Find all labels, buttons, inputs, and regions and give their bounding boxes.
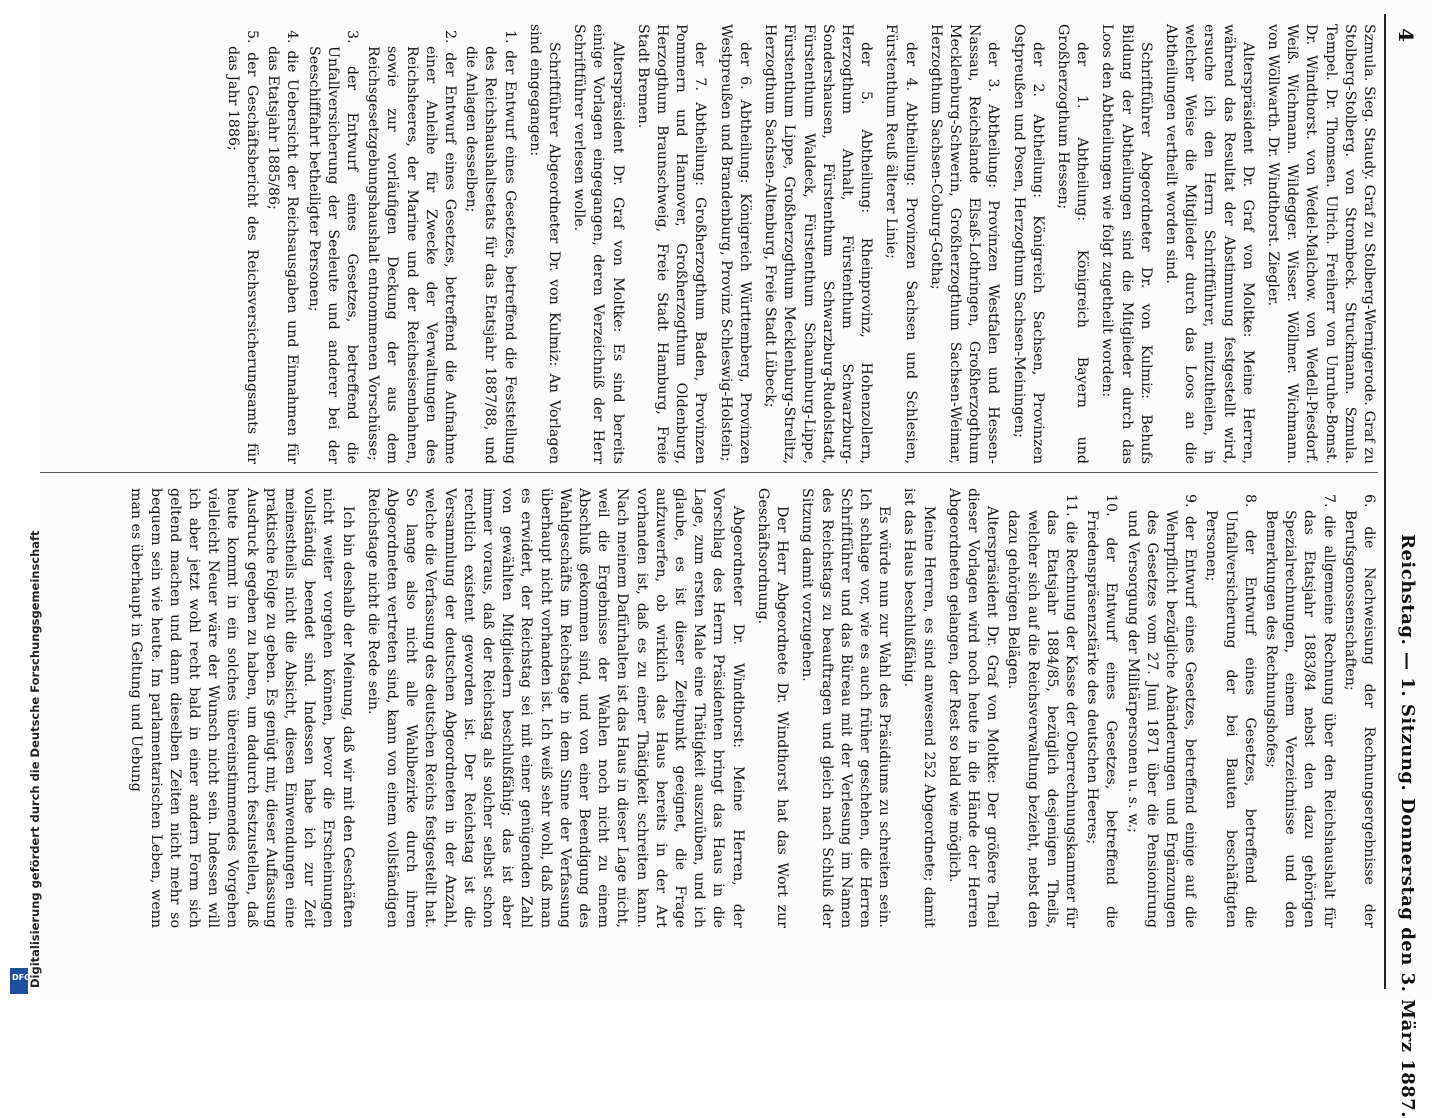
- paragraph: der 5. Abtheilung: Rheinprovinz, Hohenzollern, Herzogthum Anhalt, Fürstenthum Schwarzburg-Sondershausen, Fürstenthum Schwarzburg-Rudolstadt, Fürstenthum Waldeck, Fürstenthum Schaumburg-Lippe, Fürstenthum Lippe, Großherzogthum Mecklenburg-Strelitz, Herzogthum Sachsen-Altenburg, Freie Stadt Lübeck;: [762, 24, 875, 464]
- list-item: 10. der Entwurf eines Gesetzes, betreffend die Friedenspräsenzstärke des deutschen Heeres;: [1084, 494, 1120, 928]
- paragraph: der 1. Abtheilung: Königreich Bayern und Großherzogthum Hessen;: [1054, 24, 1091, 464]
- digitization-note: Digitalisierung gefördert durch die Deutsche Forschungsgemeinschaft: [28, 530, 42, 988]
- paragraph: Alterspräsident Dr. Graf von Moltke: Meine Herren, während das Resultat der Abstimmung festgestellt wird, ersuche ich den Herrn Schriftführer, mitzutheilen, in welcher Weise die Mitglieder durch das Loos an die Abtheilungen vertheilt worden sind.: [1162, 24, 1256, 464]
- list-item: 2. der Entwurf eines Gesetzes, betreffend die Aufnahme einer Anleihe für Zwecke der Verwaltungen des Reichsheeres, der Marine und der Reichseisenbahnen, sowie zur vorläufigen Deckung der aus dem Reichsgesetzgebungshaushalt entnommenen Vorschüsse;: [365, 30, 459, 464]
- paragraph: der 3. Abtheilung: Provinzen Westfalen und Hessen-Nassau, Reichslande Elsaß-Lothringen, Großherzogthum Mecklenburg-Schwerin, Großherzogthum Sachsen-Weimar, Herzogthum Sachsen-Coburg-Gotha;: [927, 24, 1002, 464]
- page-number: 4: [1394, 28, 1418, 42]
- right-column: [120, 488, 1378, 928]
- paragraph: Der Herr Abgeordnete Dr. Windthorst hat das Wort zur Geschäftsordnung.: [754, 488, 791, 928]
- dfg-logo-text: DFG: [12, 973, 31, 982]
- list-item: 11. die Rechnung der Kasse der Oberrechnungskammer für das Etatsjahr 1884/85, bezüglich desjenigen Theils, welcher sich auf die Reichsverwaltung bezieht, nebst den dazu gehörigen Belägen.: [1005, 494, 1079, 928]
- paragraph: Ich bin deshalb der Meinung, daß wir mit den Geschäften nicht weiter vorgehen können, bevor die Erscheinungen vollständig beendet sind. Indessen habe ich zur Zeit meinestheils nicht die Absicht, diesen Einwendungen eine praktische Folge zu geben. Es genügt mir, dieser Auffassung Ausdruck gegeben zu haben, um dadurch festzustellen, daß heute kommt in ein solches übereinstimmendes Vorgehen vielleicht Neuer wäre der Wunsch nicht sein. Indessen will ich aber jetzt wohl recht bald in einer andern Form sich geltend machen und dann dieselben Zeiten nicht mehr so bequem sein wie heute. Im parlamentarischen Leben, wenn man es überhaupt in Geltung und Uebung: [128, 488, 356, 928]
- list-item: 3. der Entwurf eines Gesetzes, betreffend die Unfallversicherung der Seeleute und anderer bei der Seeschifffahrt betheiligter Personen;: [305, 30, 361, 464]
- document-page: [32, 14, 1422, 1118]
- paragraph: Abgeordneter Dr. Windthorst: Meine Herren, der Vorschlag des Herrn Präsidenten bringt das Haus in die Lage, zum ersten Male eine Thätigkeit auszuüben, und ich glaube, es ist dieser Zeitpunkt geeignet, die Frage aufzuwerfen, ob wirklich das Haus bereits in der Art vorhanden ist, daß es zu einer Thätigkeit schreiten kann. Nach meinem Dafürhalten ist das Haus in dieser Lage nicht, weil die Ergebnisse der Wahlen noch nicht zu einem Abschluß gekommen sind, und von einer Beendigung des Wahlgeschäfts im Reichstage in dem Sinne der Verfassung überhaupt nicht vorhanden ist. Ich weiß sehr wohl, daß man es erwidert, der Reichstag sei mit einer genügenden Zahl von gewählten Mitgliedern beschlußfähig; das ist aber immer voraus, daß der Reichstag als solcher selbst schon rechtlich existent geworden ist. Der Reichstag ist die Versammlung der deutschen Abgeordneten in der Anzahl, welche die Verfassung des deutschen Reichs festgestellt hat. So lange also nicht alle Wahlbezirke durch ihren Abgeordneten vertreten sind, kann von einem vollständigen Reichstage nicht die Rede sein.: [364, 488, 746, 928]
- column-divider: [38, 472, 1378, 473]
- list-item: 6. die Nachweisung der Rechnungsergebnisse der Berufsgenossenschaften;: [1341, 494, 1377, 928]
- list-item: 8. der Entwurf eines Gesetzes, betreffend die Unfallversicherung der bei Bauten beschäftigten Personen;: [1203, 494, 1258, 928]
- left-column: [221, 24, 1378, 464]
- paragraph: Schriftführer Abgeordneter Dr. von Kulmiz: Behufs Bildung der Abtheilungen sind die Mitglieder durch das Loos den Abtheilungen wie folgt zugetheilt worden:: [1099, 24, 1154, 464]
- list-item: 1. der Entwurf eines Gesetzes, betreffend die Feststellung des Reichshaushaltsetats für das Etatsjahr 1887/88, und die Anlagen desselben;: [463, 30, 518, 464]
- list-item: 4. die Uebersicht der Reichsausgaben und Einnahmen für das Etatsjahr 1885/86;: [265, 30, 301, 464]
- paragraph: der 7. Abtheilung: Großherzogthum Baden, Provinzen Pommern und Hannover, Großherzogthum Oldenburg, Herzogthum Braunschweig, Freie Stadt Hamburg, Freie Stadt Bremen.: [634, 24, 709, 464]
- member-names-list: Szmula. Sieg. Staudy. Graf zu Stolberg-Wernigerode. Graf zu Stolberg-Stolberg. von Strombeck. Struckmann. Szmula. Tempel. Dr. Thomsen. Ulrich. Freiherr von Unruhe-Bomst. Dr. Windthorst. von Wedel-Malchow. von Wedell-Piesdorf. Weiß. Wichmann. Wildegger. Wisser. Wöllmer. Wichmann. von Wöllwarth. Dr. Windthorst. Ziegler.: [1264, 24, 1377, 464]
- list-item: 9. der Entwurf eines Gesetzes, betreffend einige auf die Wehrpflicht bezügliche Abänderungen und Ergänzungen des Gesetzes vom 27. Juni 1871 über die Pensionirung und Versorgung der Militärpersonen u. s. w.;: [1124, 494, 1199, 928]
- paragraph: Alterspräsident Dr. Graf von Moltke: Der größere Theil dieser Vorlagen wird noch heute in die Hände der Herren Abgeordneten gelangen, der Rest so bald wie möglich.: [945, 488, 1001, 928]
- paragraph: der 6. Abtheilung: Königreich Württemberg, Provinzen Westpreußen und Brandenburg, Provinz Schleswig-Holstein;: [717, 24, 753, 464]
- paragraph: Schriftführer Abgeordneter Dr. von Kulmiz: An Vorlagen sind eingegangen:: [526, 24, 563, 464]
- page-header: [1384, 14, 1422, 1118]
- list-item: 7. die allgemeine Rechnung über den Reichshaushalt für das Etatsjahr 1883/84 nebst den dazu gehörigen Spezialrechnungen, einem Verzeichnisse und den Bemerkungen des Rechnungshofes;: [1262, 494, 1337, 928]
- paragraph: Alterspräsident Dr. Graf von Moltke: Es sind bereits einige Vorlagen eingegangen, deren Verzeichniß der Herr Schriftführer verlesen wolle.: [571, 24, 626, 464]
- paragraph: der 2. Abtheilung: Königreich Sachsen, Provinzen Ostpreußen und Posen, Herzogthum Sachsen-Meiningen;: [1010, 24, 1046, 464]
- paragraph: Es würde nun zur Wahl des Präsidiums zu schreiten sein. Ich schlage vor, wie es auch früher geschehen, die Herren Schriftführer und das Büreau mit der Verlesung im Namen des Reichstags zu beauftragen und gleich nach Schluß der Sitzung damit vorzugehen.: [799, 488, 893, 928]
- paragraph: der 4. Abtheilung: Provinzen Sachsen und Schlesien, Fürstenthum Reuß älterer Linie;: [883, 24, 919, 464]
- list-item: 5. der Geschäftsbericht des Reichsversicherungsamts für das Jahr 1886;: [224, 30, 261, 464]
- running-head: Reichstag. — 1. Sitzung. Donnerstag den 3. März 1887.: [1397, 534, 1418, 1118]
- dfg-logo-icon: [10, 968, 31, 994]
- paragraph: Meine Herren, es sind anwesend 252 Abgeordnete; damit ist das Haus beschlußfähig.: [901, 488, 937, 928]
- digitization-strip: [0, 0, 40, 1000]
